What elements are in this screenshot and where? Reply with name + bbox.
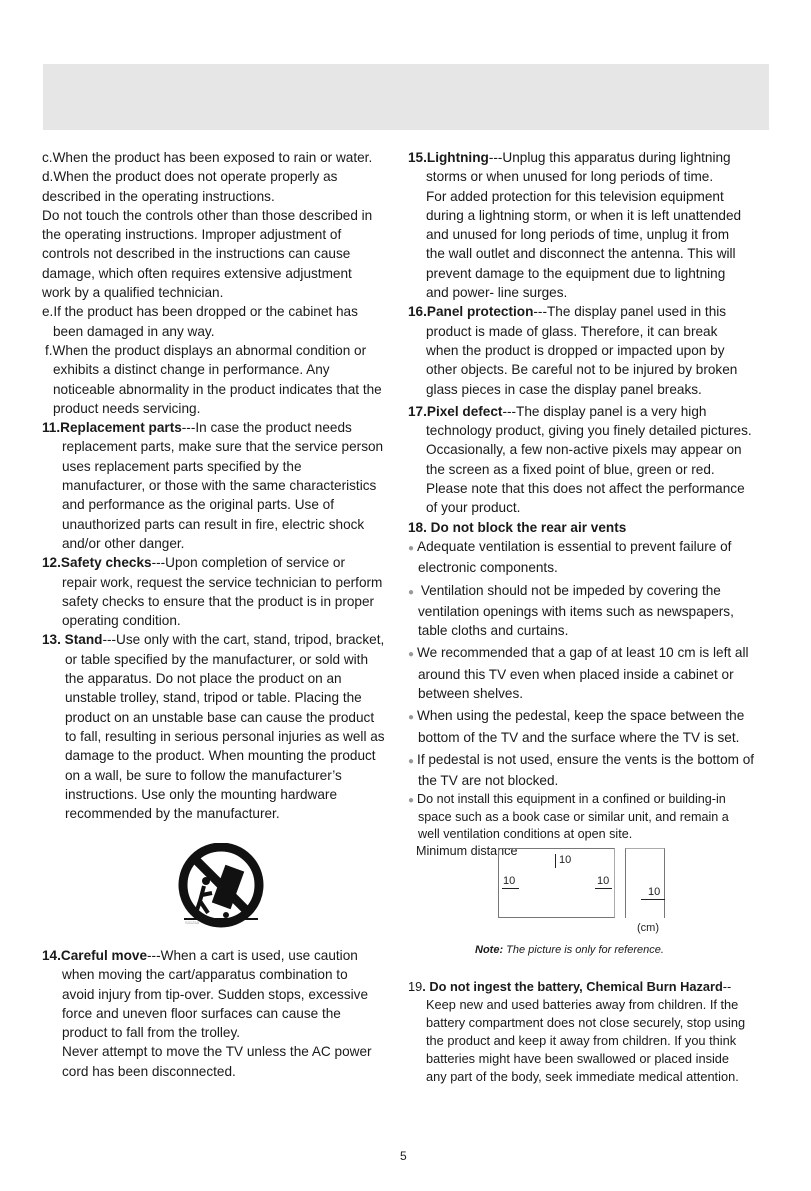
- pixel-defect-text: ---The display panel is a very high: [502, 403, 707, 419]
- pixel-defect-line1: [408, 402, 770, 421]
- vent-bullet1-text: Adequate ventilation is essential to prevent failure of: [417, 538, 732, 554]
- stand-line4: unstable trolley, stand, tripod or table. Placing the: [65, 690, 362, 706]
- panel-protection-line5: glass pieces in case the display panel breaks.: [426, 381, 702, 397]
- item-d-line1: d.When the product does not operate properly as: [42, 169, 338, 185]
- vent-bullet3-text: We recommended that a gap of at least 10 cm is left all: [417, 645, 749, 661]
- battery-title-line: [408, 978, 770, 996]
- stand-line7: damage to the product. When mounting the product: [65, 748, 376, 764]
- lightning-line5: and unused for long periods of time, unplug it from: [426, 227, 730, 243]
- bullet-icon: ●: [408, 586, 415, 598]
- vent-bullet2-line3: table cloths and curtains.: [418, 623, 569, 639]
- diagram-top-tick: [555, 854, 556, 868]
- cart-tip-over-warning-icon: [178, 843, 264, 929]
- stand-line9: instructions. Use only the mounting hardware: [65, 786, 338, 802]
- lightning-line8: and power- line surges.: [426, 285, 568, 301]
- controls-line4: damage, which often requires extensive adjustment: [42, 265, 352, 281]
- stand-text: ---Use only with the cart, stand, tripod, bracket,: [102, 632, 385, 648]
- stand-line8: on a wall, be sure to follow the manufacturer’s: [65, 767, 342, 783]
- careful-move-text: ---When a cart is used, use caution: [147, 948, 358, 963]
- replacement-parts-line7: and/or other danger.: [62, 535, 185, 551]
- safety-checks-line2: repair work, request the service technician to perform: [62, 574, 383, 590]
- item-e-line1: e.If the product has been dropped or the cabinet has: [42, 304, 358, 320]
- controls-line5: work by a qualified technician.: [42, 285, 224, 301]
- item-d-line2: described in the operating instructions.: [42, 188, 275, 204]
- replacement-parts-line3: uses replacement parts specified by the: [62, 458, 302, 474]
- diagram-side-view: [625, 848, 665, 918]
- pixel-defect-line5: Please note that this does not affect the performance: [426, 481, 745, 497]
- controls-line3: controls not described in the instructions can cause: [42, 246, 351, 262]
- vent-bullet6-text: Do not install this equipment in a confined or building-in: [417, 791, 726, 806]
- pixel-defect-line2: technology product, giving you finely detailed pictures.: [426, 423, 752, 439]
- battery-line3: the product and keep it away from children. If you think: [426, 1033, 737, 1048]
- pixel-defect-title: 17.Pixel defect: [408, 403, 503, 419]
- icon-caption: S3125A: [185, 920, 200, 925]
- item-e-line2: been damaged in any way.: [53, 323, 215, 339]
- left-column: [42, 148, 402, 823]
- careful-move-line4: force and uneven floor surfaces can cause the: [62, 1005, 341, 1021]
- pixel-defect-line4: the screen as a fixed point of blue, green or red.: [426, 461, 715, 477]
- bullet-icon: ●: [408, 794, 415, 806]
- bullet-icon: ●: [408, 755, 415, 767]
- lightning-text: ---Unplug this apparatus during lightning: [488, 150, 731, 165]
- pixel-defect-line6: of your product.: [426, 500, 521, 516]
- lightning-title: 15.Lightning: [408, 150, 489, 165]
- controls-line1: Do not touch the controls other than those described in: [42, 207, 373, 223]
- replacement-parts-title: 11.Replacement parts: [42, 420, 182, 436]
- battery-warning-section: [408, 978, 770, 1086]
- vent-bullet2-line2: ventilation openings with items such as newspapers,: [418, 603, 734, 619]
- vent-bullet6-line1: [408, 791, 770, 809]
- careful-move-line2: when moving the cart/apparatus combination to: [62, 967, 348, 983]
- minimum-distance-diagram: [498, 848, 668, 938]
- safety-checks-title: 12.Safety checks: [42, 555, 152, 571]
- vent-bullet1-line2: electronic components.: [418, 560, 558, 576]
- vent-bullet4-line1: [408, 706, 770, 727]
- stand-line6: to fall, resulting in serious personal injuries as well as: [65, 728, 385, 744]
- stand-title: 13. Stand: [42, 632, 103, 648]
- bullet-icon: ●: [408, 712, 415, 724]
- diagram-top-distance: 10: [559, 854, 572, 866]
- panel-protection-title: 16.Panel protection: [408, 304, 534, 320]
- battery-title: . Do not ingest the battery, Chemical Burn Hazard: [422, 979, 723, 994]
- pixel-defect-line3: Occasionally, a few non-active pixels may appear on: [426, 442, 742, 458]
- battery-line5: any part of the body, seek immediate medical attention.: [426, 1069, 739, 1084]
- diagram-left-distance: 10: [503, 875, 516, 887]
- panel-protection-text: ---The display panel used in this: [533, 304, 727, 320]
- vent-bullet3-line1: [408, 643, 770, 664]
- panel-protection-line4: other objects. Be careful not to be injured by broken: [426, 362, 738, 378]
- page-number: 5: [400, 1149, 407, 1163]
- note-text: The picture is only for reference.: [503, 944, 664, 956]
- minimum-distance-label: Minimum distance: [416, 843, 518, 858]
- note-label: Note:: [475, 944, 504, 956]
- diagram-side-underline: [641, 899, 665, 900]
- lightning-line7: prevent damage to the equipment due to lightning: [426, 265, 726, 281]
- vent-bullet5-line1: [408, 750, 770, 771]
- panel-protection-line1: [408, 302, 770, 321]
- safety-checks-line4: operating condition.: [62, 613, 181, 629]
- stand-line5: product on an unstable base can cause the product: [65, 709, 375, 725]
- safety-checks-text: ---Upon completion of service or: [151, 555, 345, 571]
- right-column: [408, 148, 770, 860]
- panel-protection-line2: product is made of glass. Therefore, it can break: [426, 323, 718, 339]
- panel-protection-line3: when the product is dropped or impacted upon by: [426, 342, 725, 358]
- careful-move-line7: cord has been disconnected.: [62, 1063, 236, 1079]
- vent-bullet6-line2: space such as a book case or similar unit, and remain a: [418, 809, 729, 824]
- vent-bullet3-line2: around this TV even when placed inside a cabinet or: [418, 666, 734, 682]
- replacement-parts-line1: [42, 418, 402, 437]
- careful-move-line5: product to fall from the trolley.: [62, 1025, 241, 1041]
- air-vents-title-text: 18. Do not block the rear air vents: [408, 519, 627, 535]
- stand-line10: recommended by the manufacturer.: [65, 806, 280, 822]
- header-bar: [43, 64, 769, 130]
- stand-line1: [42, 630, 402, 649]
- vent-bullet5-line2: the TV are not blocked.: [418, 773, 559, 789]
- careful-move-section: [42, 946, 402, 1081]
- replacement-parts-line6: unauthorized parts can result in fire, electric shock: [62, 516, 365, 532]
- replacement-parts-line4: manufacturer, or those with the same characteristics: [62, 478, 377, 494]
- item-f-line3: noticeable abnormality in the product indicates that the: [53, 381, 382, 397]
- item-c: c.When the product has been exposed to rain or water.: [42, 150, 373, 165]
- lightning-line1: [408, 148, 770, 167]
- vent-bullet4-text: When using the pedestal, keep the space between the: [417, 708, 745, 724]
- picture-note: [475, 944, 664, 956]
- careful-move-title: 14.Careful move: [42, 948, 148, 963]
- lightning-line2: storms or when unused for long periods of time.: [426, 169, 714, 185]
- replacement-parts-line5: and performance as the original parts. Use of: [62, 497, 335, 513]
- bullet-icon: ●: [408, 542, 415, 554]
- air-vents-title: [408, 518, 770, 537]
- diagram-right-distance: 10: [597, 875, 610, 887]
- battery-line2: battery compartment does not close securely, stop using: [426, 1015, 746, 1030]
- diagram-unit: (cm): [637, 922, 659, 934]
- vent-bullet4-line2: bottom of the TV and the surface where the TV is set.: [418, 729, 740, 745]
- vent-bullet3-line3: between shelves.: [418, 686, 524, 702]
- vent-bullet2-line1: [408, 581, 770, 602]
- bullet-icon: ●: [408, 649, 415, 661]
- safety-checks-line1: [42, 553, 402, 572]
- lightning-line4: during a lightning storm, or when it is left unattended: [426, 207, 742, 223]
- controls-line2: the operating instructions. Improper adjustment of: [42, 227, 342, 243]
- careful-move-line3: avoid injury from tip-over. Sudden stops, excessive: [62, 986, 369, 1002]
- stand-line2: or table specified by the manufacturer, or sold with: [65, 651, 368, 667]
- item-f-line2: exhibits a distinct change in performance. Any: [53, 362, 330, 378]
- vent-bullet6-line3: well ventilation conditions at open site.: [418, 826, 633, 841]
- diagram-left-underline: [502, 888, 519, 889]
- battery-number: 19: [408, 979, 423, 994]
- item-f-line4: product needs servicing.: [53, 400, 201, 416]
- safety-checks-line3: safety checks to ensure that the product is in proper: [62, 593, 375, 609]
- item-f-line1: f.When the product displays an abnormal condition or: [45, 342, 367, 358]
- vent-bullet1-line1: [408, 537, 770, 558]
- stand-line3: the apparatus. Do not place the product on an: [65, 671, 342, 687]
- careful-move-line6: Never attempt to move the TV unless the AC power: [62, 1044, 372, 1060]
- vent-bullet2-text: Ventilation should not be impeded by covering the: [420, 582, 721, 598]
- battery-line4: batteries might have been swallowed or placed inside: [426, 1051, 730, 1066]
- diagram-side-distance: 10: [648, 886, 661, 898]
- lightning-line6: the wall outlet and disconnect the antenna. This will: [426, 246, 736, 262]
- battery-line1: Keep new and used batteries away from children. If the: [426, 997, 739, 1012]
- replacement-parts-text: ---In case the product needs: [181, 420, 352, 436]
- diagram-right-underline: [595, 888, 612, 889]
- vent-bullet5-text: If pedestal is not used, ensure the vents is the bottom of: [417, 751, 755, 767]
- careful-move-line1: [42, 946, 402, 965]
- replacement-parts-line2: replacement parts, make sure that the service person: [62, 439, 384, 455]
- lightning-line3: For added protection for this television equipment: [426, 188, 724, 204]
- battery-dash: --: [722, 979, 732, 994]
